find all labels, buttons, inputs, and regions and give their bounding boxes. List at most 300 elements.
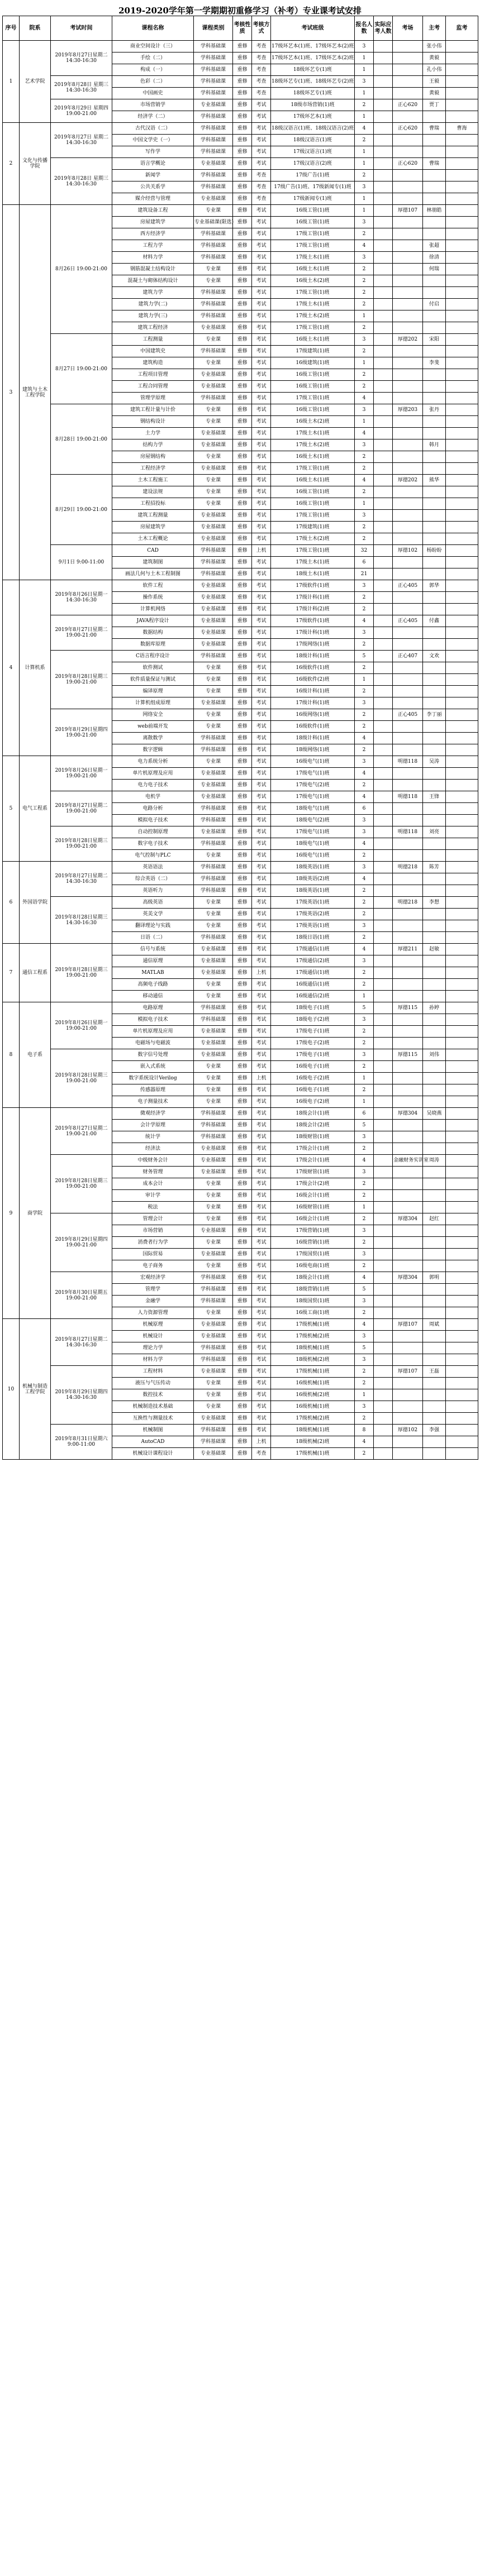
- enrolled-count-cell: 2: [355, 686, 374, 697]
- assessment-nature-cell: 重修: [233, 862, 252, 873]
- assessment-mode-cell: 考试: [252, 1084, 271, 1096]
- exam-time-cell: 2019年8月29日星期四 19:00-21:00: [51, 709, 112, 756]
- invigilator-cell: [446, 111, 478, 123]
- enrolled-count-cell: 1: [355, 1389, 374, 1401]
- enrolled-count-cell: 2: [355, 369, 374, 381]
- assessment-mode-cell: 考试: [252, 334, 271, 346]
- enrolled-count-cell: 2: [355, 592, 374, 604]
- actual-count-cell: [374, 1296, 393, 1307]
- assessment-nature-cell: 重修: [233, 850, 252, 862]
- course-name-cell: 数字逻辑: [112, 744, 194, 756]
- exam-class-cell: 17级电气(1)班: [271, 791, 355, 803]
- assessment-mode-cell: 考试: [252, 944, 271, 955]
- assessment-nature-cell: 重修: [233, 510, 252, 522]
- exam-room-cell: [393, 252, 423, 264]
- exam-room-cell: [393, 674, 423, 686]
- exam-class-cell: 16级工管(1)班: [271, 205, 355, 217]
- chief-examiner-cell: [423, 1413, 446, 1425]
- assessment-mode-cell: 考试: [252, 568, 271, 580]
- enrolled-count-cell: 4: [355, 791, 374, 803]
- course-name-cell: 建筑力学(二): [112, 299, 194, 310]
- chief-examiner-cell: [423, 873, 446, 885]
- course-name-cell: 钢筋混凝土结构设计: [112, 264, 194, 275]
- assessment-mode-cell: 考试: [252, 111, 271, 123]
- course-name-cell: 电力系统分析: [112, 756, 194, 768]
- course-type-cell: 专业课: [194, 991, 233, 1002]
- exam-room-cell: [393, 1167, 423, 1178]
- assessment-mode-cell: 考试: [252, 1061, 271, 1073]
- invigilator-cell: [446, 967, 478, 979]
- chief-examiner-cell: [423, 1014, 446, 1026]
- exam-room-cell: [393, 1436, 423, 1448]
- chief-examiner-cell: [423, 522, 446, 533]
- actual-count-cell: [374, 1167, 393, 1178]
- course-name-cell: 软件测试: [112, 662, 194, 674]
- exam-class-cell: 17级建筑(1)班: [271, 346, 355, 357]
- chief-examiner-cell: [423, 1061, 446, 1073]
- assessment-mode-cell: 考试: [252, 217, 271, 228]
- actual-count-cell: [374, 791, 393, 803]
- invigilator-cell: [446, 991, 478, 1002]
- exam-room-cell: 厚德304: [393, 1108, 423, 1120]
- course-name-cell: 工程测量: [112, 334, 194, 346]
- assessment-nature-cell: 重修: [233, 674, 252, 686]
- enrolled-count-cell: 3: [355, 1167, 374, 1178]
- course-name-cell: 电力电子技术: [112, 780, 194, 791]
- exam-room-cell: 厚德102: [393, 1425, 423, 1436]
- course-type-cell: 学科基础课: [194, 1131, 233, 1143]
- actual-count-cell: [374, 932, 393, 944]
- exam-room-cell: [393, 393, 423, 404]
- course-type-cell: 专业基础课: [194, 1366, 233, 1378]
- invigilator-cell: [446, 346, 478, 357]
- actual-count-cell: [374, 135, 393, 146]
- course-type-cell: 专业基础课: [194, 580, 233, 592]
- exam-class-cell: 18级环艺专(1)班: [271, 88, 355, 99]
- course-name-cell: 英语听力: [112, 885, 194, 897]
- actual-count-cell: [374, 275, 393, 287]
- course-name-cell: 会计学原理: [112, 1120, 194, 1131]
- exam-class-cell: 17级软件(1)班: [271, 615, 355, 627]
- course-name-cell: 电子商务: [112, 1260, 194, 1272]
- course-name-cell: 房屋建筑学: [112, 217, 194, 228]
- enrolled-count-cell: 3: [355, 217, 374, 228]
- exam-room-cell: [393, 146, 423, 158]
- course-type-cell: 专业课: [194, 1260, 233, 1272]
- assessment-mode-cell: 考试: [252, 1319, 271, 1331]
- actual-count-cell: [374, 627, 393, 639]
- chief-examiner-cell: 吴涛: [423, 756, 446, 768]
- enrolled-count-cell: 1: [355, 111, 374, 123]
- exam-class-cell: 16级土木(1)班: [271, 264, 355, 275]
- chief-examiner-cell: 李斐: [423, 357, 446, 369]
- assessment-nature-cell: 重修: [233, 1425, 252, 1436]
- table-row: [3, 1108, 478, 1120]
- enrolled-count-cell: 6: [355, 557, 374, 568]
- exam-room-cell: [393, 721, 423, 733]
- actual-count-cell: [374, 815, 393, 826]
- course-name-cell: 模拟电子技术: [112, 1014, 194, 1026]
- chief-examiner-cell: [423, 768, 446, 780]
- chief-examiner-cell: 吴晓燕: [423, 1108, 446, 1120]
- exam-room-cell: [393, 1038, 423, 1049]
- assessment-mode-cell: 考试: [252, 1331, 271, 1342]
- actual-count-cell: [374, 1448, 393, 1460]
- chief-examiner-cell: [423, 1401, 446, 1413]
- enrolled-count-cell: 2: [355, 1378, 374, 1389]
- assessment-nature-cell: 重修: [233, 357, 252, 369]
- exam-class-cell: 16级营销(1)班: [271, 1237, 355, 1249]
- assessment-nature-cell: 重修: [233, 803, 252, 815]
- course-name-cell: AutoCAD: [112, 1436, 194, 1448]
- enrolled-count-cell: 3: [355, 1401, 374, 1413]
- table-row: [3, 76, 478, 88]
- assessment-nature-cell: 重修: [233, 99, 252, 111]
- course-name-cell: 软件质量保证与测试: [112, 674, 194, 686]
- exam-class-cell: 18级营销(1)班: [271, 1284, 355, 1296]
- actual-count-cell: [374, 322, 393, 334]
- exam-class-cell: 16级机械(2)班: [271, 1389, 355, 1401]
- assessment-mode-cell: 考试: [252, 205, 271, 217]
- assessment-mode-cell: 考查: [252, 52, 271, 64]
- exam-room-cell: [393, 1143, 423, 1155]
- course-name-cell: 西方经济学: [112, 228, 194, 240]
- course-type-cell: 学科基础课: [194, 41, 233, 52]
- row-number-cell: 6: [3, 862, 20, 944]
- exam-room-cell: [393, 662, 423, 674]
- actual-count-cell: [374, 674, 393, 686]
- exam-time-cell: 2019年8月28日星期三 19:00-21:00: [51, 651, 112, 709]
- chief-examiner-cell: [423, 181, 446, 193]
- course-type-cell: 专业课: [194, 1073, 233, 1084]
- invigilator-cell: [446, 52, 478, 64]
- course-name-cell: 建筑力学: [112, 287, 194, 299]
- course-type-cell: 专业基础课: [194, 1155, 233, 1167]
- course-type-cell: 专业基础课: [194, 533, 233, 545]
- assessment-mode-cell: 考试: [252, 733, 271, 744]
- enrolled-count-cell: 5: [355, 1120, 374, 1131]
- assessment-mode-cell: 考试: [252, 557, 271, 568]
- exam-room-cell: [393, 88, 423, 99]
- college-cell: 电子系: [20, 1002, 51, 1108]
- actual-count-cell: [374, 41, 393, 52]
- assessment-nature-cell: 重修: [233, 1167, 252, 1178]
- invigilator-cell: [446, 381, 478, 393]
- course-name-cell: 手绘（二）: [112, 52, 194, 64]
- actual-count-cell: [374, 1096, 393, 1108]
- actual-count-cell: [374, 146, 393, 158]
- assessment-mode-cell: 考试: [252, 264, 271, 275]
- assessment-mode-cell: 考试: [252, 346, 271, 357]
- actual-count-cell: [374, 393, 393, 404]
- course-type-cell: 专业课: [194, 1178, 233, 1190]
- exam-time-cell: 2019年8月29日星期四 14:30-16:30: [51, 1366, 112, 1425]
- chief-examiner-cell: [423, 991, 446, 1002]
- enrolled-count-cell: 5: [355, 1342, 374, 1354]
- assessment-mode-cell: 考试: [252, 1260, 271, 1272]
- exam-room-cell: 正心620: [393, 99, 423, 111]
- exam-class-cell: 17级土木(2)班: [271, 439, 355, 451]
- table-row: [3, 651, 478, 662]
- actual-count-cell: [374, 252, 393, 264]
- course-name-cell: 房屋钢结构: [112, 451, 194, 463]
- invigilator-cell: [446, 1284, 478, 1296]
- assessment-mode-cell: 考查: [252, 76, 271, 88]
- exam-class-cell: 17级工管(1)班: [271, 228, 355, 240]
- course-type-cell: 学科基础课: [194, 52, 233, 64]
- course-type-cell: 学科基础课: [194, 123, 233, 135]
- actual-count-cell: [374, 1354, 393, 1366]
- invigilator-cell: [446, 791, 478, 803]
- invigilator-cell: [446, 932, 478, 944]
- invigilator-cell: [446, 1425, 478, 1436]
- course-name-cell: 结构力学: [112, 439, 194, 451]
- exam-room-cell: [393, 1096, 423, 1108]
- enrolled-count-cell: 3: [355, 181, 374, 193]
- invigilator-cell: [446, 674, 478, 686]
- row-number-cell: 2: [3, 123, 20, 205]
- course-name-cell: 机械制图: [112, 1425, 194, 1436]
- table-row: [3, 41, 478, 52]
- course-name-cell: 管理学原理: [112, 393, 194, 404]
- chief-examiner-cell: [423, 346, 446, 357]
- assessment-nature-cell: 重修: [233, 217, 252, 228]
- invigilator-cell: [446, 1084, 478, 1096]
- assessment-nature-cell: 重修: [233, 1296, 252, 1307]
- exam-class-cell: 16级计科(1)班: [271, 686, 355, 697]
- course-type-cell: 学科基础课: [194, 803, 233, 815]
- assessment-nature-cell: 重修: [233, 1096, 252, 1108]
- assessment-mode-cell: 考试: [252, 1014, 271, 1026]
- invigilator-cell: [446, 592, 478, 604]
- invigilator-cell: [446, 697, 478, 709]
- enrolled-count-cell: 2: [355, 135, 374, 146]
- enrolled-count-cell: 4: [355, 1272, 374, 1284]
- exam-room-cell: [393, 510, 423, 522]
- enrolled-count-cell: 3: [355, 1331, 374, 1342]
- enrolled-count-cell: 1: [355, 357, 374, 369]
- course-name-cell: 机械原理: [112, 1319, 194, 1331]
- college-cell: 商学院: [20, 1108, 51, 1319]
- chief-examiner-cell: 张超: [423, 240, 446, 252]
- exam-class-cell: 17级通信(1)班: [271, 944, 355, 955]
- exam-class-cell: 17级电气(1)班: [271, 768, 355, 780]
- exam-room-cell: [393, 1296, 423, 1307]
- exam-room-cell: [393, 592, 423, 604]
- exam-class-cell: 18级英语(1)班: [271, 862, 355, 873]
- enrolled-count-cell: 2: [355, 662, 374, 674]
- actual-count-cell: [374, 533, 393, 545]
- actual-count-cell: [374, 662, 393, 674]
- chief-examiner-cell: [423, 310, 446, 322]
- exam-room-cell: [393, 1378, 423, 1389]
- assessment-mode-cell: 上机: [252, 1073, 271, 1084]
- actual-count-cell: [374, 1038, 393, 1049]
- enrolled-count-cell: 3: [355, 1249, 374, 1260]
- exam-room-cell: [393, 604, 423, 615]
- exam-room-cell: [393, 991, 423, 1002]
- invigilator-cell: [446, 1389, 478, 1401]
- course-name-cell: 通信原理: [112, 955, 194, 967]
- actual-count-cell: [374, 475, 393, 486]
- chief-examiner-cell: [423, 1131, 446, 1143]
- assessment-mode-cell: 考试: [252, 674, 271, 686]
- course-type-cell: 专业课: [194, 920, 233, 932]
- chief-examiner-cell: 王毅: [423, 76, 446, 88]
- exam-class-cell: 16级土木(1)班: [271, 475, 355, 486]
- exam-class-cell: 16级电子(2)班: [271, 1073, 355, 1084]
- chief-examiner-cell: [423, 217, 446, 228]
- exam-class-cell: 16级机械(1)班: [271, 1401, 355, 1413]
- exam-room-cell: 厚德115: [393, 1049, 423, 1061]
- invigilator-cell: [446, 568, 478, 580]
- actual-count-cell: [374, 510, 393, 522]
- exam-class-cell: 16级网络(1)班: [271, 709, 355, 721]
- exam-time-cell: 2019年8月26日星期一 19:00-21:00: [51, 1002, 112, 1049]
- assessment-mode-cell: 考试: [252, 920, 271, 932]
- chief-examiner-cell: 文欢: [423, 651, 446, 662]
- actual-count-cell: [374, 299, 393, 310]
- course-type-cell: 专业课: [194, 979, 233, 991]
- assessment-mode-cell: 考试: [252, 1131, 271, 1143]
- chief-examiner-cell: 宋阳: [423, 334, 446, 346]
- exam-class-cell: 17级土木(1)班: [271, 252, 355, 264]
- exam-class-cell: 18级机械(1)班: [271, 1342, 355, 1354]
- course-name-cell: 模拟电子技术: [112, 815, 194, 826]
- enrolled-count-cell: 2: [355, 346, 374, 357]
- enrolled-count-cell: 2: [355, 639, 374, 651]
- invigilator-cell: [446, 1213, 478, 1225]
- assessment-nature-cell: 重修: [233, 557, 252, 568]
- invigilator-cell: [446, 1331, 478, 1342]
- exam-time-cell: 2019年8月27日星期二 14:30-16:30: [51, 1319, 112, 1366]
- course-type-cell: 专业基础课: [194, 158, 233, 170]
- invigilator-cell: [446, 264, 478, 275]
- enrolled-count-cell: 2: [355, 1038, 374, 1049]
- invigilator-cell: [446, 920, 478, 932]
- actual-count-cell: [374, 439, 393, 451]
- actual-count-cell: [374, 357, 393, 369]
- chief-examiner-cell: 李丁丽: [423, 709, 446, 721]
- course-name-cell: 消费者行为学: [112, 1237, 194, 1249]
- course-name-cell: MATLAB: [112, 967, 194, 979]
- exam-room-cell: [393, 322, 423, 334]
- enrolled-count-cell: 3: [355, 580, 374, 592]
- exam-room-cell: [393, 803, 423, 815]
- assessment-mode-cell: 考试: [252, 1249, 271, 1260]
- enrolled-count-cell: 2: [355, 979, 374, 991]
- invigilator-cell: [446, 88, 478, 99]
- chief-examiner-cell: 刘亮: [423, 826, 446, 838]
- invigilator-cell: [446, 64, 478, 76]
- exam-time-cell: 2019年8月27日星期二 14:30-16:30: [51, 862, 112, 897]
- row-number-cell: 7: [3, 944, 20, 1002]
- enrolled-count-cell: 3: [355, 627, 374, 639]
- enrolled-count-cell: 3: [355, 334, 374, 346]
- actual-count-cell: [374, 1143, 393, 1155]
- chief-examiner-cell: 郭华: [423, 580, 446, 592]
- exam-room-cell: [393, 1331, 423, 1342]
- chief-examiner-cell: [423, 674, 446, 686]
- course-name-cell: 税法: [112, 1202, 194, 1213]
- exam-room-cell: [393, 217, 423, 228]
- invigilator-cell: [446, 815, 478, 826]
- exam-room-cell: [393, 1401, 423, 1413]
- assessment-nature-cell: 重修: [233, 170, 252, 181]
- enrolled-count-cell: 2: [355, 1413, 374, 1425]
- enrolled-count-cell: 1: [355, 64, 374, 76]
- course-type-cell: 专业基础课: [194, 1413, 233, 1425]
- exam-room-cell: [393, 1260, 423, 1272]
- course-type-cell: 专业课: [194, 686, 233, 697]
- exam-room-cell: 正心405: [393, 709, 423, 721]
- actual-count-cell: [374, 1307, 393, 1319]
- enrolled-count-cell: 2: [355, 1026, 374, 1038]
- course-type-cell: 专业课: [194, 1202, 233, 1213]
- assessment-nature-cell: 重修: [233, 909, 252, 920]
- assessment-nature-cell: 重修: [233, 744, 252, 756]
- actual-count-cell: [374, 897, 393, 909]
- assessment-mode-cell: 考试: [252, 1026, 271, 1038]
- course-name-cell: 管理学: [112, 1284, 194, 1296]
- header-cell: 实际应考人数: [374, 16, 393, 41]
- chief-examiner-cell: [423, 146, 446, 158]
- course-name-cell: 翻译理论与实践: [112, 920, 194, 932]
- chief-examiner-cell: [423, 1143, 446, 1155]
- chief-examiner-cell: 赵敏: [423, 944, 446, 955]
- exam-class-cell: 18级机械(2)班: [271, 1436, 355, 1448]
- course-name-cell: 宏观经济学: [112, 1272, 194, 1284]
- assessment-mode-cell: 考试: [252, 1272, 271, 1284]
- actual-count-cell: [374, 123, 393, 135]
- course-name-cell: 建筑构造: [112, 357, 194, 369]
- invigilator-cell: [446, 252, 478, 264]
- actual-count-cell: [374, 639, 393, 651]
- course-name-cell: 计算机组成原理: [112, 697, 194, 709]
- enrolled-count-cell: 2: [355, 909, 374, 920]
- actual-count-cell: [374, 1190, 393, 1202]
- course-type-cell: 专业课: [194, 1307, 233, 1319]
- exam-time-cell: 2019年8月27日星期二 19:00-21:00: [51, 615, 112, 651]
- chief-examiner-cell: [423, 393, 446, 404]
- chief-examiner-cell: [423, 639, 446, 651]
- exam-class-cell: 17级会计(1)班: [271, 1143, 355, 1155]
- enrolled-count-cell: 3: [355, 439, 374, 451]
- exam-class-cell: 16级机械(1)班: [271, 1378, 355, 1389]
- course-type-cell: 学科基础课: [194, 885, 233, 897]
- exam-time-cell: 9月1日 9:00-11:00: [51, 545, 112, 580]
- course-type-cell: 专业基础课: [194, 1026, 233, 1038]
- header-cell: 考试时间: [51, 16, 112, 41]
- course-name-cell: 媒介经营与管理: [112, 193, 194, 205]
- course-type-cell: 专业基础课: [194, 627, 233, 639]
- course-type-cell: 专业课: [194, 662, 233, 674]
- actual-count-cell: [374, 1436, 393, 1448]
- assessment-mode-cell: 考试: [252, 428, 271, 439]
- course-type-cell: 专业基础课: [194, 768, 233, 780]
- invigilator-cell: [446, 1038, 478, 1049]
- enrolled-count-cell: 1: [355, 498, 374, 510]
- assessment-mode-cell: 考试: [252, 756, 271, 768]
- exam-class-cell: 16级电商(1)班: [271, 1260, 355, 1272]
- course-type-cell: 专业课: [194, 1190, 233, 1202]
- exam-class-cell: 18级土木(1)班: [271, 568, 355, 580]
- exam-room-cell: [393, 1014, 423, 1026]
- chief-examiner-cell: [423, 1167, 446, 1178]
- exam-class-cell: 17级电子(1)班: [271, 1026, 355, 1038]
- exam-room-cell: [393, 1307, 423, 1319]
- exam-class-cell: 17级会计(1)班: [271, 1155, 355, 1167]
